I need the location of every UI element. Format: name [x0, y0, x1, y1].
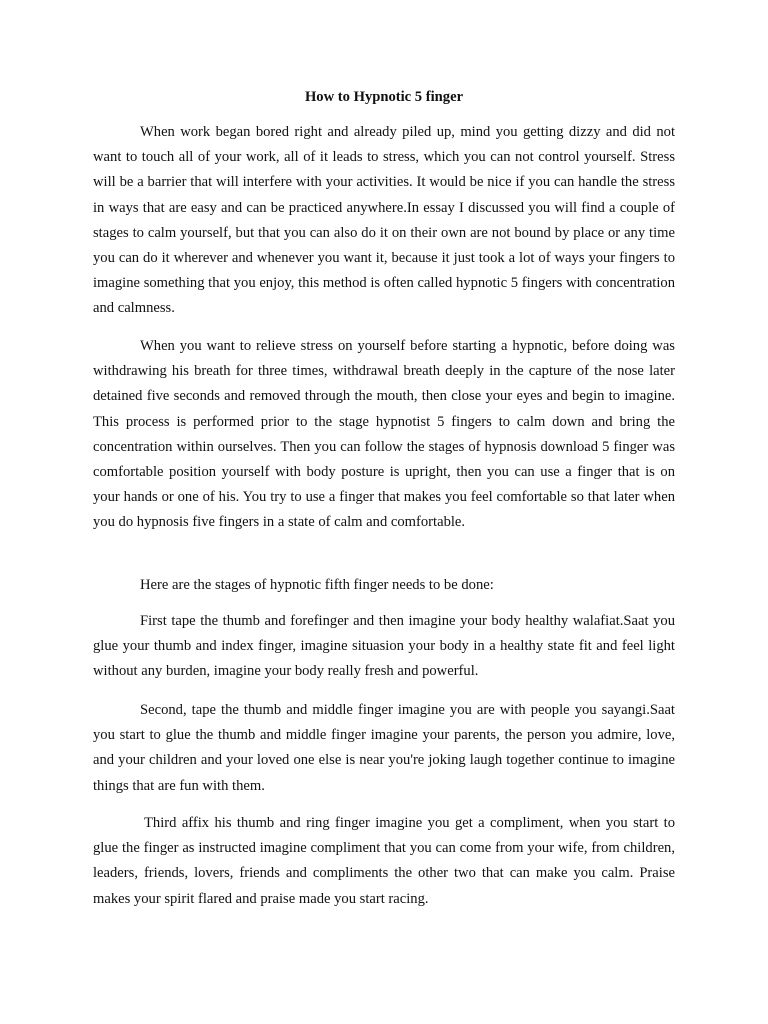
document-title: How to Hypnotic 5 finger — [304, 89, 464, 105]
paragraph-intro: When work began bored right and already piled up, mind you getting dizzy and did not want to touch all of your work, all of it leads to stress, which you can not control yourself. Stress will be a barrier that will interfere with your activities. It would be nice if you can handle the stress in ways that are easy and can be practiced anywhere.In essay I discussed you will find a couple of stages to calm yourself, but that you can also do it on their own are not bound by place or any time you can do it wherever and whenever you want it, because it just took a lot of ways your fingers to imagine something that you enjoy, this method is often called hypnotic 5 fingers with concentration and calmness. — [93, 124, 675, 317]
paragraph-stage-third: Third affix his thumb and ring finger imagine you get a compliment, when you start to glue the finger as instructed imagine compliment that you can come from your wife, from children, leaders, friends, lovers, friends and compliments the other two that can make you calm. Praise makes your spirit flared and praise made you start racing. — [93, 815, 675, 907]
paragraph-stage-second: Second, tape the thumb and middle finger imagine you are with people you sayangi.Saat you start to glue the thumb and middle finger imagine your parents, the person you admire, love, and your children and your loved one else is near you're joking laugh together continue to imagine things that are fun with them. — [93, 702, 675, 794]
paragraph-stage-first: First tape the thumb and forefinger and then imagine your body healthy walafiat.Saat you glue your thumb and index finger, imagine situasion your body in a healthy state fit and feel light without any burden, imagine your body really fresh and powerful. — [93, 613, 675, 680]
paragraph-preparation: When you want to relieve stress on yourself before starting a hypnotic, before doing was withdrawing his breath for three times, withdrawal breath deeply in the capture of the nose later detained five seconds and removed through the mouth, then close your eyes and begin to imagine. This process is performed prior to the stage hypnotist 5 fingers to calm down and bring the concentration within ourselves. Then you can follow the stages of hypnosis download 5 finger was comfortable position yourself with body posture is upright, then you can use a finger that is on your hands or one of his. You try to use a finger that makes you feel comfortable so that later when you do hypnosis five fingers in a state of calm and comfortable. — [93, 338, 675, 531]
paragraph-stages-intro: Here are the stages of hypnotic fifth finger needs to be done: — [140, 577, 494, 593]
